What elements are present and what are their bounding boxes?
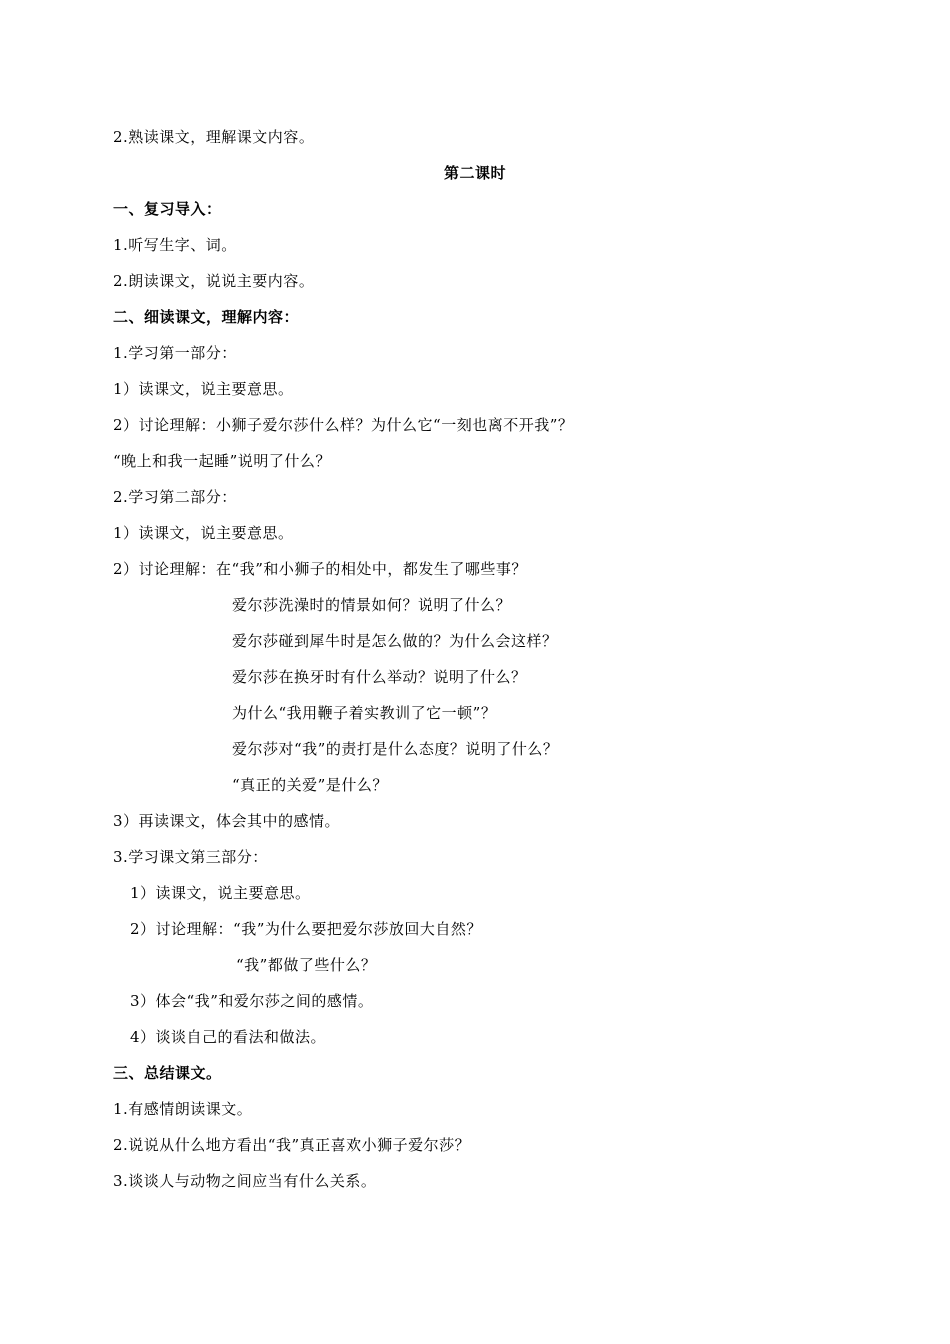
- section-heading: 一、复习导入：: [113, 200, 222, 218]
- text-line: 1.听写生字、词。: [113, 236, 237, 254]
- text-line: 爱尔莎对“我”的责打是什么态度？说明了什么？: [232, 740, 559, 758]
- text-line: 4）谈谈自己的看法和做法。: [130, 1028, 327, 1046]
- section-heading: 二、细读课文，理解内容：: [113, 308, 300, 326]
- text-line: 3.学习课文第三部分：: [113, 848, 268, 866]
- section-title: 第二课时: [443, 164, 506, 182]
- text-line: 2）讨论理解：在“我”和小狮子的相处中，都发生了哪些事？: [113, 560, 527, 578]
- text-line: 2）讨论理解：小狮子爱尔莎什么样？为什么它“一刻也离不开我”？: [113, 416, 574, 434]
- text-line: 3.谈谈人与动物之间应当有什么关系。: [113, 1172, 377, 1190]
- text-line: 1）读课文，说主要意思。: [113, 524, 294, 542]
- text-line: 1）读课文，说主要意思。: [113, 380, 294, 398]
- text-line: 爱尔莎在换牙时有什么举动？说明了什么？: [232, 668, 527, 686]
- text-line: 1.学习第一部分：: [113, 344, 237, 362]
- text-line: 3）再读课文，体会其中的感情。: [113, 812, 341, 830]
- text-line: 2.朗读课文，说说主要内容。: [113, 272, 315, 290]
- text-line: 2.说说从什么地方看出“我”真正喜欢小狮子爱尔莎？: [113, 1136, 471, 1154]
- text-line: 爱尔莎洗澡时的情景如何？说明了什么？: [232, 596, 512, 614]
- text-line: 为什么“我用鞭子着实教训了它一顿”？: [232, 704, 497, 722]
- text-line: 3）体会“我”和爱尔莎之间的感情。: [130, 992, 374, 1010]
- text-line: 2.熟读课文，理解课文内容。: [113, 128, 315, 146]
- text-line: “我”都做了些什么？: [236, 956, 377, 974]
- text-line: “真正的关爱”是什么？: [232, 776, 388, 794]
- text-line: 爱尔莎碰到犀牛时是怎么做的？为什么会这样？: [232, 632, 558, 650]
- text-line: 2）讨论理解：“我”为什么要把爱尔莎放回大自然？: [130, 920, 482, 938]
- section-heading: 三、总结课文。: [113, 1064, 222, 1082]
- text-line: 2.学习第二部分：: [113, 488, 237, 506]
- text-line: 1.有感情朗读课文。: [113, 1100, 253, 1118]
- text-line: “晚上和我一起睡”说明了什么？: [113, 452, 331, 470]
- text-line: 1）读课文，说主要意思。: [130, 884, 311, 902]
